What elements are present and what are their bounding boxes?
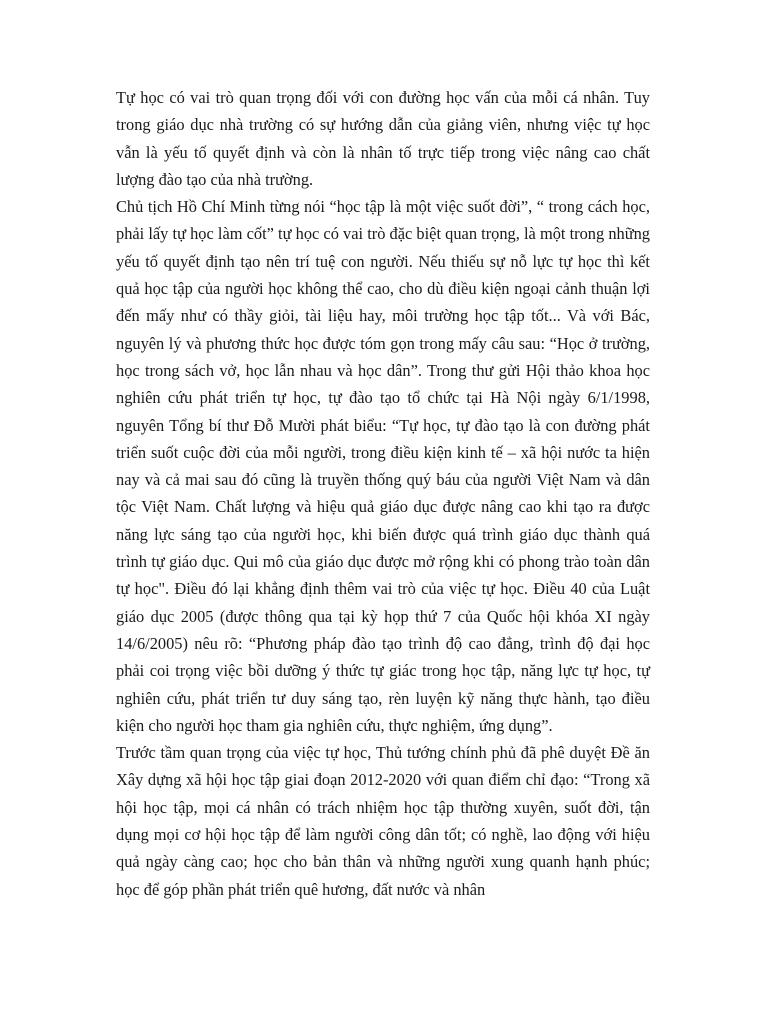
paragraph-self-study-role: Tự học có vai trò quan trọng đối với con đường học vấn của mỗi cá nhân. Tuy trong giáo dục nhà trường có sự hướng dẫn của giảng viên, nhưng việc tự học vẫn là yếu tố quyết định và còn là nhân tố trực tiếp trong việc nâng cao chất lượng đào tạo của nhà trường.	[116, 88, 650, 189]
paragraph-learning-society: Trước tầm quan trọng của việc tự học, Thủ tướng chính phủ đã phê duyệt Đề ăn Xây dựng xã hội học tập giai đoạn 2012-2020 với quan điểm chỉ đạo: “Trong xã hội học tập, mọi cá nhân có trách nhiệm học tập thường xuyên, suốt đời, tận dụng mọi cơ hội học tập để làm người công dân tốt; có nghề, lao động với hiệu quả ngày càng cao; học cho bản thân và những người xung quanh hạnh phúc; học để góp phần phát triển quê hương, đất nước và nhân	[116, 743, 650, 899]
document-body	[116, 84, 650, 903]
paragraph-ho-chi-minh-quote: Chủ tịch Hồ Chí Minh từng nói “học tập là một việc suốt đời”, “ trong cách học, phải lấy tự học làm cốt” tự học có vai trò đặc biệt quan trọng, là một trong những yếu tố quyết định tạo nên trí tuệ con người. Nếu thiếu sự nỗ lực tự học thì kết quả học tập của người học không thể cao, cho dù điều kiện ngoại cảnh thuận lợi đến mấy như có thầy giỏi, tài liệu hay, môi trường học tập tốt... Và với Bác, nguyên lý và phương thức học được tóm gọn trong mấy câu sau: “Học ở trường, học trong sách vở, học lẫn nhau và học dân”. Trong thư gửi Hội thảo khoa học nghiên cứu phát triển tự học, tự đào tạo tổ chức tại Hà Nội ngày 6/1/1998, nguyên Tổng bí thư Đỗ Mười phát biểu: “Tự học, tự đào tạo là con đường phát triển suốt cuộc đời của mỗi người, trong điều kiện kinh tế – xã hội nước ta hiện nay và cả mai sau đó cũng là truyền thống quý báu của người Việt Nam và dân tộc Việt Nam. Chất lượng và hiệu quả giáo dục được nâng cao khi tạo ra được năng lực sáng tạo của người học, khi biến được quá trình giáo dục thành quá trình tự giáo dục. Qui mô của giáo dục được mở rộng khi có phong trào toàn dân tự học". Điều đó lại khẳng định thêm vai trò của việc tự học. Điều 40 của Luật giáo dục 2005 (được thông qua tại kỳ họp thứ 7 của Quốc hội khóa XI ngày 14/6/2005) nêu rõ: “Phương pháp đào tạo trình độ cao đẳng, trình độ đại học phải coi trọng việc bồi dưỡng ý thức tự giác trong học tập, năng lực tự học, tự nghiên cứu, phát triển tư duy sáng tạo, rèn luyện kỹ năng thực hành, tạo điều kiện cho người học tham gia nghiên cứu, thực nghiệm, ứng dụng”.	[116, 197, 650, 735]
